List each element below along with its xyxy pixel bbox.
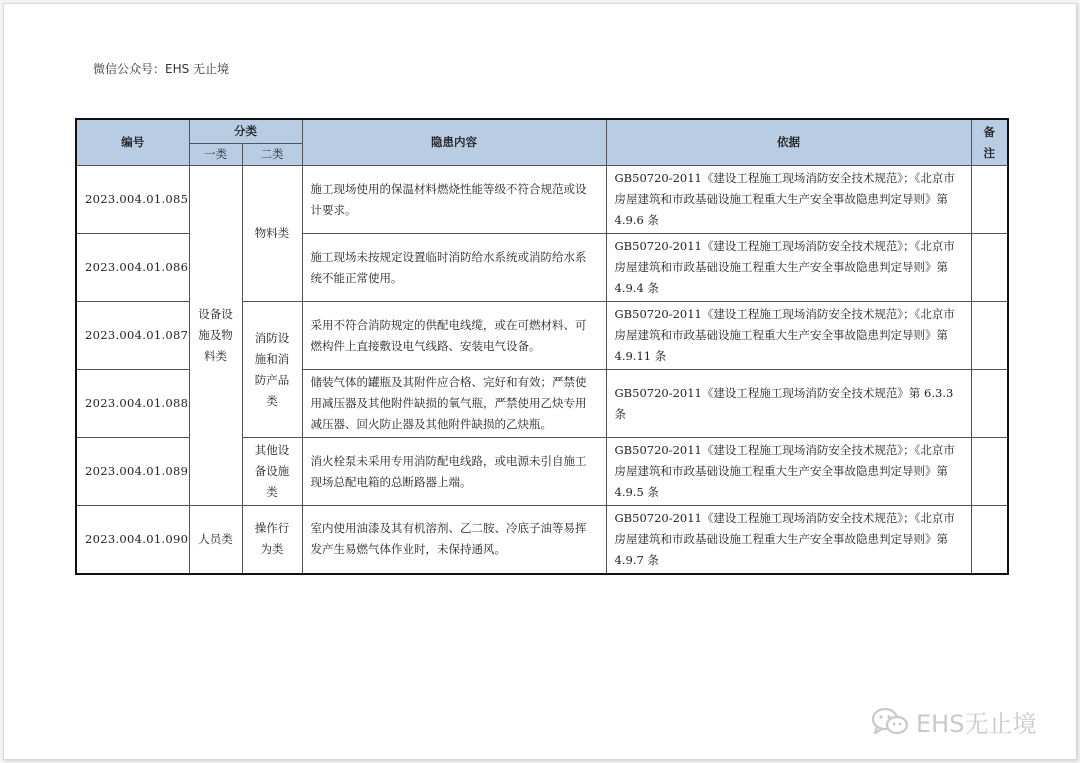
row-content: 消火栓泵未采用专用消防配电线路，或电源未引自施工现场总配电箱的总断路器上端。 xyxy=(302,438,606,506)
row-remark xyxy=(971,302,1008,370)
row-content: 施工现场未按规定设置临时消防给水系统或消防给水系统不能正常使用。 xyxy=(302,234,606,302)
level1-equipment: 设备设施及物料类 xyxy=(189,166,242,506)
header-level1: 一类 xyxy=(189,144,242,166)
row-code: 2023.004.01.089 xyxy=(76,438,189,506)
level2-behavior: 操作行为类 xyxy=(242,506,302,574)
row-content: 室内使用油漆及其有机溶剂、乙二胺、冷底子油等易挥发产生易燃气体作业时，未保持通风。 xyxy=(302,506,606,574)
row-content: 采用不符合消防规定的供配电线缆，或在可燃材料、可燃构件上直接敷设电气线路、安装电气设备。 xyxy=(302,302,606,370)
row-remark xyxy=(971,438,1008,506)
header-note: 微信公众号：EHS 无止境 xyxy=(93,62,230,76)
level2-other-equipment: 其他设备设施类 xyxy=(242,438,302,506)
level1-personnel: 人员类 xyxy=(189,506,242,574)
table-row xyxy=(76,166,1008,234)
row-remark xyxy=(971,166,1008,234)
level2-fire-facilities: 消防设施和消防产品类 xyxy=(242,302,302,438)
header-category: 分类 xyxy=(189,119,302,144)
row-code: 2023.004.01.086 xyxy=(76,234,189,302)
row-basis: GB50720-2011《建设工程施工现场消防安全技术规范》；《北京市房屋建筑和市政基础设施工程重大生产安全事故隐患判定导则》第 4.9.4 条 xyxy=(606,234,971,302)
row-content: 储装气体的罐瓶及其附件应合格、完好和有效；严禁使用减压器及其他附件缺损的氧气瓶，严禁使用乙炔专用减压器、回火防止器及其他附件缺损的乙炔瓶。 xyxy=(302,370,606,438)
row-content: 施工现场使用的保温材料燃烧性能等级不符合规范或设计要求。 xyxy=(302,166,606,234)
document-page xyxy=(3,3,1077,760)
row-code: 2023.004.01.090 xyxy=(76,506,189,574)
watermark xyxy=(870,704,1036,739)
row-basis: GB50720-2011《建设工程施工现场消防安全技术规范》；《北京市房屋建筑和市政基础设施工程重大生产安全事故隐患判定导则》第 4.9.7 条 xyxy=(606,506,971,574)
row-basis: GB50720-2011《建设工程施工现场消防安全技术规范》第 6.3.3 条 xyxy=(606,370,971,438)
row-basis: GB50720-2011《建设工程施工现场消防安全技术规范》；《北京市房屋建筑和市政基础设施工程重大生产安全事故隐患判定导则》第 4.9.11 条 xyxy=(606,302,971,370)
table-row xyxy=(76,506,1008,574)
row-basis: GB50720-2011《建设工程施工现场消防安全技术规范》；《北京市房屋建筑和市政基础设施工程重大生产安全事故隐患判定导则》第 4.9.6 条 xyxy=(606,166,971,234)
header-content: 隐患内容 xyxy=(302,119,606,166)
wechat-icon xyxy=(870,706,910,738)
level2-materials: 物料类 xyxy=(242,166,302,302)
row-remark xyxy=(971,370,1008,438)
row-code: 2023.004.01.088 xyxy=(76,370,189,438)
header-level2: 二类 xyxy=(242,144,302,166)
row-remark xyxy=(971,506,1008,574)
row-code: 2023.004.01.087 xyxy=(76,302,189,370)
header-remark: 备注 xyxy=(971,119,1008,166)
row-basis: GB50720-2011《建设工程施工现场消防安全技术规范》；《北京市房屋建筑和市政基础设施工程重大生产安全事故隐患判定导则》第 4.9.5 条 xyxy=(606,438,971,506)
watermark-text: EHS无止境 xyxy=(916,710,1037,738)
row-remark xyxy=(971,234,1008,302)
hazard-table xyxy=(75,118,1009,575)
header-basis: 依据 xyxy=(606,119,971,166)
header-code: 编号 xyxy=(76,119,189,166)
row-code: 2023.004.01.085 xyxy=(76,166,189,234)
